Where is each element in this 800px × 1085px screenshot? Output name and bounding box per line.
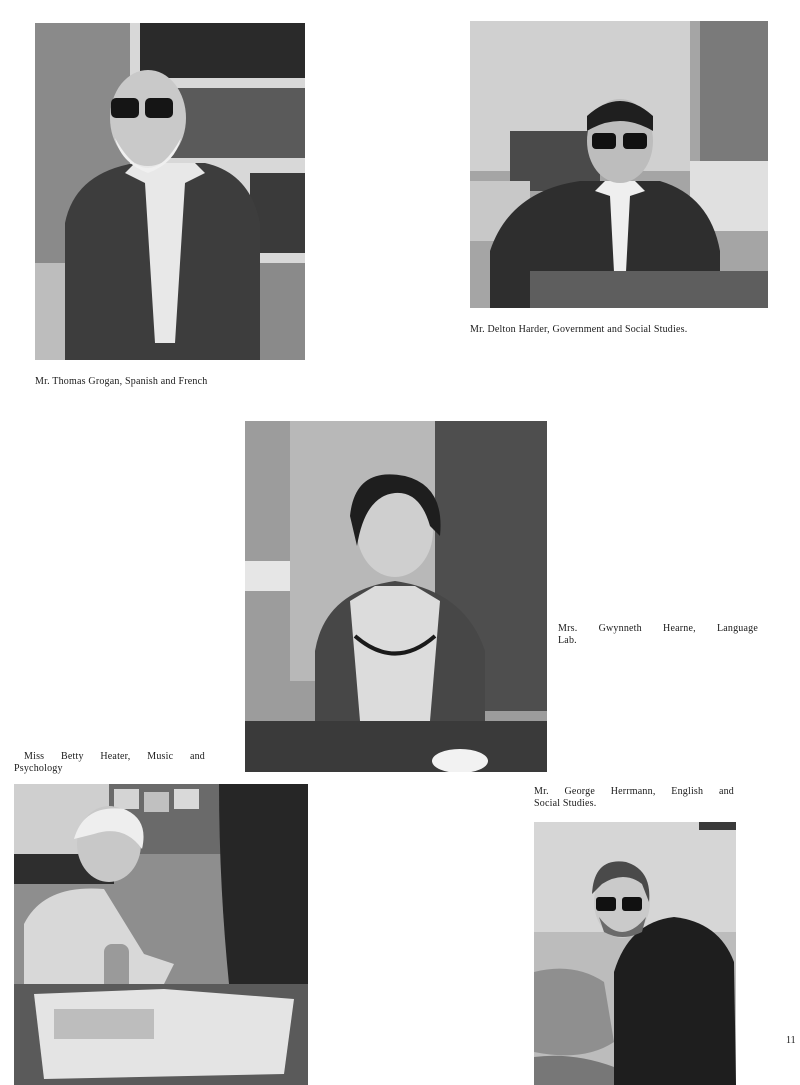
caption-gwynneth-hearne-line1: Mrs. Gwynneth Hearne, Language bbox=[558, 623, 758, 634]
photo-george-herrmann bbox=[534, 822, 736, 1085]
caption-betty-heater bbox=[24, 751, 205, 763]
caption-delton-harder: Mr. Delton Harder, Government and Social Studies. bbox=[470, 324, 688, 335]
caption-george-herrmann-line1: Mr. George Herrmann, English and bbox=[534, 786, 734, 797]
caption-betty-heater-line2: Psychology bbox=[14, 763, 63, 774]
page-number: 11 bbox=[786, 1035, 796, 1046]
photo-thomas-grogan bbox=[35, 23, 305, 360]
caption-thomas-grogan: Mr. Thomas Grogan, Spanish and French bbox=[35, 376, 208, 387]
caption-betty-heater-line1: Miss Betty Heater, Music and bbox=[24, 751, 205, 762]
caption-george-herrmann bbox=[534, 786, 734, 798]
caption-gwynneth-hearne-line2: Lab. bbox=[558, 635, 577, 646]
caption-gwynneth-hearne bbox=[558, 623, 758, 635]
photo-gwynneth-hearne bbox=[245, 421, 547, 772]
photo-betty-heater bbox=[14, 784, 308, 1085]
photo-delton-harder bbox=[470, 21, 768, 308]
caption-george-herrmann-line2: Social Studies. bbox=[534, 798, 597, 809]
